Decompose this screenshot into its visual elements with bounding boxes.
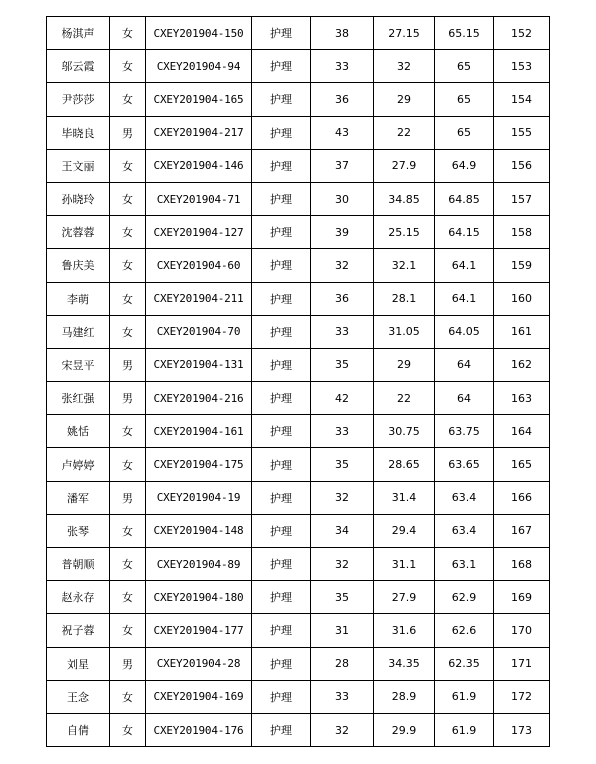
total-score-cell: 64 (435, 382, 494, 415)
rank-cell: 153 (494, 50, 550, 83)
name-cell: 祝子蓉 (47, 614, 110, 647)
rank-cell: 160 (494, 282, 550, 315)
major-cell: 护理 (252, 249, 311, 282)
major-cell: 护理 (252, 348, 311, 381)
candidate-id-cell: CXEY201904-175 (146, 448, 252, 481)
rank-cell: 163 (494, 382, 550, 415)
total-score-cell: 63.75 (435, 415, 494, 448)
total-score-cell: 63.4 (435, 481, 494, 514)
name-cell: 卢婷婷 (47, 448, 110, 481)
score-written-cell: 43 (311, 116, 374, 149)
table-row (47, 116, 550, 149)
candidate-id-cell: CXEY201904-94 (146, 50, 252, 83)
score-written-cell: 32 (311, 481, 374, 514)
score-interview-cell: 29 (374, 83, 435, 116)
gender-cell: 女 (110, 581, 146, 614)
table-row (47, 348, 550, 381)
rank-cell: 168 (494, 548, 550, 581)
total-score-cell: 62.9 (435, 581, 494, 614)
total-score-cell: 65 (435, 83, 494, 116)
rank-cell: 154 (494, 83, 550, 116)
gender-cell: 男 (110, 647, 146, 680)
gender-cell: 女 (110, 514, 146, 547)
major-cell: 护理 (252, 282, 311, 315)
score-written-cell: 33 (311, 50, 374, 83)
total-score-cell: 64.9 (435, 149, 494, 182)
gender-cell: 女 (110, 149, 146, 182)
score-interview-cell: 22 (374, 382, 435, 415)
score-written-cell: 37 (311, 149, 374, 182)
major-cell: 护理 (252, 647, 311, 680)
score-interview-cell: 30.75 (374, 415, 435, 448)
score-written-cell: 35 (311, 348, 374, 381)
candidate-id-cell: CXEY201904-216 (146, 382, 252, 415)
score-interview-cell: 28.65 (374, 448, 435, 481)
score-written-cell: 35 (311, 448, 374, 481)
score-written-cell: 32 (311, 713, 374, 746)
score-interview-cell: 29.9 (374, 713, 435, 746)
results-table (46, 16, 550, 747)
score-interview-cell: 27.9 (374, 149, 435, 182)
score-written-cell: 34 (311, 514, 374, 547)
name-cell: 孙晓玲 (47, 182, 110, 215)
gender-cell: 女 (110, 315, 146, 348)
major-cell: 护理 (252, 415, 311, 448)
name-cell: 姚恬 (47, 415, 110, 448)
name-cell: 张红强 (47, 382, 110, 415)
gender-cell: 女 (110, 680, 146, 713)
total-score-cell: 61.9 (435, 680, 494, 713)
major-cell: 护理 (252, 315, 311, 348)
score-interview-cell: 32 (374, 50, 435, 83)
major-cell: 护理 (252, 581, 311, 614)
major-cell: 护理 (252, 548, 311, 581)
score-written-cell: 38 (311, 17, 374, 50)
gender-cell: 男 (110, 348, 146, 381)
candidate-id-cell: CXEY201904-169 (146, 680, 252, 713)
rank-cell: 167 (494, 514, 550, 547)
rank-cell: 171 (494, 647, 550, 680)
table-row (47, 83, 550, 116)
table-row (47, 614, 550, 647)
rank-cell: 165 (494, 448, 550, 481)
name-cell: 李萌 (47, 282, 110, 315)
score-interview-cell: 31.1 (374, 548, 435, 581)
score-interview-cell: 22 (374, 116, 435, 149)
major-cell: 护理 (252, 17, 311, 50)
candidate-id-cell: CXEY201904-146 (146, 149, 252, 182)
candidate-id-cell: CXEY201904-71 (146, 182, 252, 215)
score-interview-cell: 34.35 (374, 647, 435, 680)
candidate-id-cell: CXEY201904-148 (146, 514, 252, 547)
major-cell: 护理 (252, 514, 311, 547)
score-written-cell: 42 (311, 382, 374, 415)
table-row (47, 382, 550, 415)
name-cell: 尹莎莎 (47, 83, 110, 116)
gender-cell: 女 (110, 448, 146, 481)
major-cell: 护理 (252, 481, 311, 514)
total-score-cell: 64.05 (435, 315, 494, 348)
total-score-cell: 64.15 (435, 216, 494, 249)
gender-cell: 女 (110, 17, 146, 50)
table-row (47, 50, 550, 83)
name-cell: 潘军 (47, 481, 110, 514)
name-cell: 毕晓良 (47, 116, 110, 149)
score-interview-cell: 34.85 (374, 182, 435, 215)
total-score-cell: 64.85 (435, 182, 494, 215)
rank-cell: 161 (494, 315, 550, 348)
score-written-cell: 32 (311, 548, 374, 581)
total-score-cell: 65 (435, 116, 494, 149)
name-cell: 刘星 (47, 647, 110, 680)
total-score-cell: 65.15 (435, 17, 494, 50)
candidate-id-cell: CXEY201904-19 (146, 481, 252, 514)
rank-cell: 173 (494, 713, 550, 746)
total-score-cell: 63.1 (435, 548, 494, 581)
score-interview-cell: 31.4 (374, 481, 435, 514)
candidate-id-cell: CXEY201904-131 (146, 348, 252, 381)
table-body (47, 17, 550, 747)
name-cell: 邬云霞 (47, 50, 110, 83)
rank-cell: 164 (494, 415, 550, 448)
gender-cell: 女 (110, 614, 146, 647)
total-score-cell: 64.1 (435, 282, 494, 315)
total-score-cell: 65 (435, 50, 494, 83)
gender-cell: 男 (110, 382, 146, 415)
score-written-cell: 35 (311, 581, 374, 614)
table-row (47, 282, 550, 315)
table-row (47, 17, 550, 50)
rank-cell: 155 (494, 116, 550, 149)
candidate-id-cell: CXEY201904-217 (146, 116, 252, 149)
gender-cell: 女 (110, 282, 146, 315)
candidate-id-cell: CXEY201904-177 (146, 614, 252, 647)
rank-cell: 152 (494, 17, 550, 50)
name-cell: 自倩 (47, 713, 110, 746)
candidate-id-cell: CXEY201904-28 (146, 647, 252, 680)
name-cell: 王文丽 (47, 149, 110, 182)
name-cell: 张琴 (47, 514, 110, 547)
gender-cell: 女 (110, 182, 146, 215)
rank-cell: 158 (494, 216, 550, 249)
candidate-id-cell: CXEY201904-150 (146, 17, 252, 50)
candidate-id-cell: CXEY201904-70 (146, 315, 252, 348)
gender-cell: 女 (110, 713, 146, 746)
rank-cell: 157 (494, 182, 550, 215)
rank-cell: 162 (494, 348, 550, 381)
table-row (47, 481, 550, 514)
major-cell: 护理 (252, 216, 311, 249)
name-cell: 沈蓉蓉 (47, 216, 110, 249)
score-interview-cell: 28.1 (374, 282, 435, 315)
candidate-id-cell: CXEY201904-161 (146, 415, 252, 448)
score-written-cell: 36 (311, 83, 374, 116)
gender-cell: 女 (110, 216, 146, 249)
score-written-cell: 30 (311, 182, 374, 215)
rank-cell: 170 (494, 614, 550, 647)
score-interview-cell: 32.1 (374, 249, 435, 282)
table-row (47, 713, 550, 746)
score-interview-cell: 31.05 (374, 315, 435, 348)
major-cell: 护理 (252, 382, 311, 415)
table-row (47, 415, 550, 448)
table-row (47, 216, 550, 249)
total-score-cell: 64 (435, 348, 494, 381)
major-cell: 护理 (252, 713, 311, 746)
major-cell: 护理 (252, 182, 311, 215)
score-interview-cell: 31.6 (374, 614, 435, 647)
table-row (47, 149, 550, 182)
total-score-cell: 62.6 (435, 614, 494, 647)
candidate-id-cell: CXEY201904-89 (146, 548, 252, 581)
score-written-cell: 32 (311, 249, 374, 282)
name-cell: 马建红 (47, 315, 110, 348)
total-score-cell: 63.65 (435, 448, 494, 481)
score-written-cell: 33 (311, 680, 374, 713)
gender-cell: 女 (110, 249, 146, 282)
score-interview-cell: 27.15 (374, 17, 435, 50)
name-cell: 普朝顺 (47, 548, 110, 581)
table-row (47, 680, 550, 713)
candidate-id-cell: CXEY201904-176 (146, 713, 252, 746)
rank-cell: 166 (494, 481, 550, 514)
score-interview-cell: 29.4 (374, 514, 435, 547)
rank-cell: 156 (494, 149, 550, 182)
table-row (47, 182, 550, 215)
score-written-cell: 33 (311, 315, 374, 348)
score-interview-cell: 25.15 (374, 216, 435, 249)
score-interview-cell: 27.9 (374, 581, 435, 614)
rank-cell: 169 (494, 581, 550, 614)
rank-cell: 172 (494, 680, 550, 713)
table-row (47, 249, 550, 282)
major-cell: 护理 (252, 83, 311, 116)
major-cell: 护理 (252, 149, 311, 182)
rank-cell: 159 (494, 249, 550, 282)
total-score-cell: 61.9 (435, 713, 494, 746)
gender-cell: 男 (110, 116, 146, 149)
major-cell: 护理 (252, 614, 311, 647)
candidate-id-cell: CXEY201904-165 (146, 83, 252, 116)
major-cell: 护理 (252, 448, 311, 481)
score-written-cell: 33 (311, 415, 374, 448)
candidate-id-cell: CXEY201904-180 (146, 581, 252, 614)
name-cell: 杨淇声 (47, 17, 110, 50)
candidate-id-cell: CXEY201904-211 (146, 282, 252, 315)
major-cell: 护理 (252, 50, 311, 83)
score-written-cell: 39 (311, 216, 374, 249)
name-cell: 王念 (47, 680, 110, 713)
major-cell: 护理 (252, 116, 311, 149)
score-written-cell: 36 (311, 282, 374, 315)
table-row (47, 514, 550, 547)
table-row (47, 548, 550, 581)
gender-cell: 女 (110, 415, 146, 448)
score-written-cell: 31 (311, 614, 374, 647)
table-row (47, 448, 550, 481)
score-interview-cell: 29 (374, 348, 435, 381)
major-cell: 护理 (252, 680, 311, 713)
table-row (47, 581, 550, 614)
name-cell: 鲁庆美 (47, 249, 110, 282)
candidate-id-cell: CXEY201904-127 (146, 216, 252, 249)
gender-cell: 女 (110, 50, 146, 83)
table-row (47, 315, 550, 348)
gender-cell: 男 (110, 481, 146, 514)
total-score-cell: 64.1 (435, 249, 494, 282)
table-row (47, 647, 550, 680)
name-cell: 宋昱平 (47, 348, 110, 381)
name-cell: 赵永存 (47, 581, 110, 614)
score-written-cell: 28 (311, 647, 374, 680)
total-score-cell: 62.35 (435, 647, 494, 680)
gender-cell: 女 (110, 83, 146, 116)
score-interview-cell: 28.9 (374, 680, 435, 713)
candidate-id-cell: CXEY201904-60 (146, 249, 252, 282)
gender-cell: 女 (110, 548, 146, 581)
total-score-cell: 63.4 (435, 514, 494, 547)
